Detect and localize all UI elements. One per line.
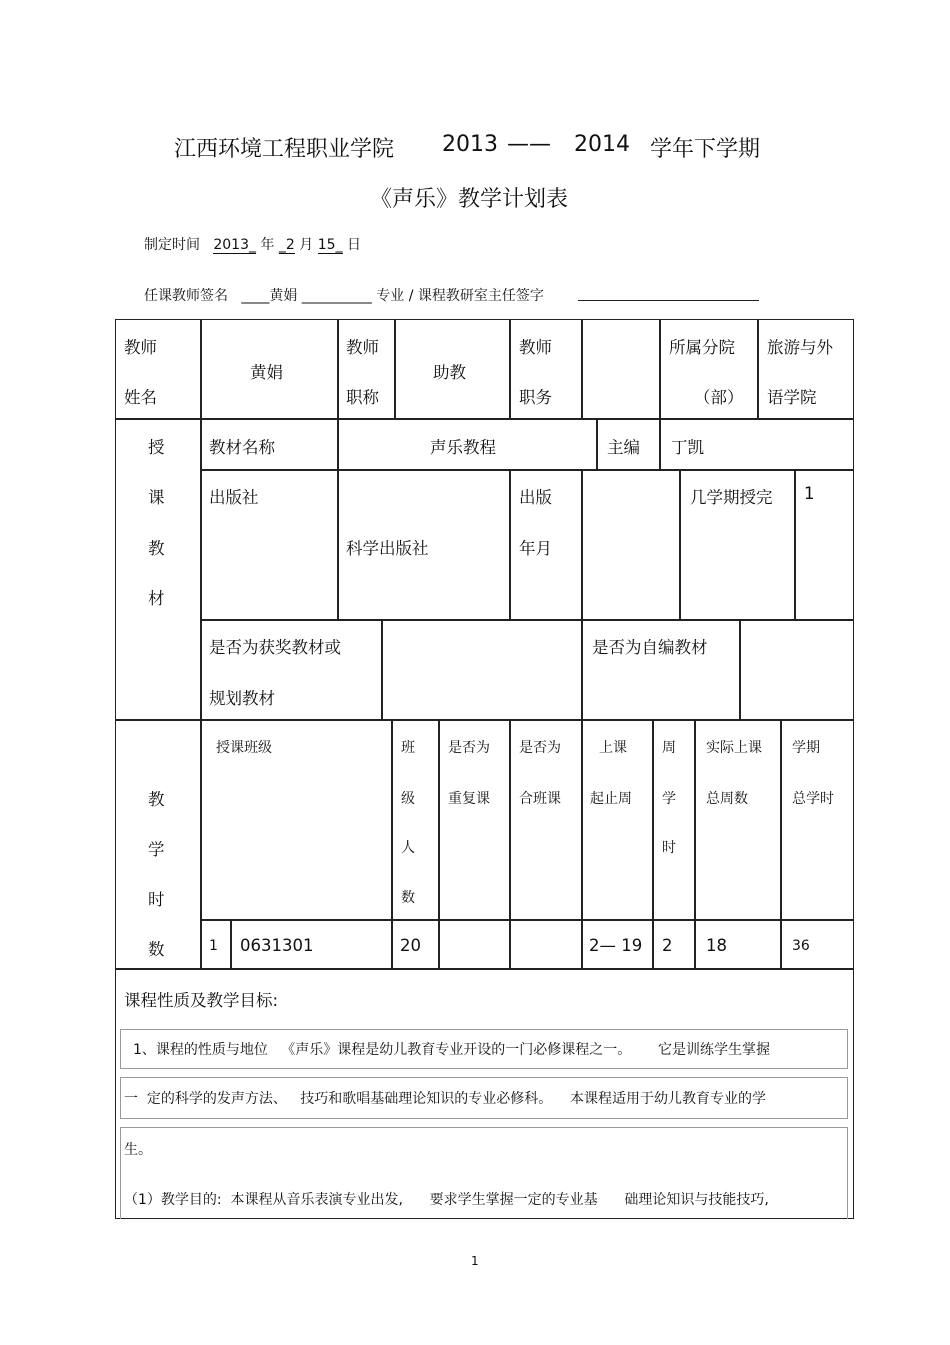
date-day-unit: 日 — [347, 237, 362, 253]
pub-date-label: 年月 — [519, 539, 552, 558]
col-divider — [581, 469, 583, 620]
total-hours: 36 — [792, 938, 810, 954]
weekly-header: 时 — [662, 840, 676, 856]
col-divider — [337, 469, 339, 620]
goals-line: 生。 — [124, 1142, 152, 1158]
col-divider — [652, 719, 654, 969]
count-header: 人 — [401, 840, 415, 856]
weekly-header: 学 — [662, 791, 676, 807]
total-hours-header: 总学时 — [792, 791, 834, 807]
row-divider — [115, 968, 854, 970]
col-divider — [659, 418, 661, 470]
col-divider — [694, 719, 696, 969]
row-divider — [200, 619, 854, 621]
college-name: 旅游与外 — [767, 338, 833, 357]
award-label: 是否为获奖教材或 — [209, 638, 341, 657]
row-index: 1 — [209, 938, 218, 954]
count-header: 班 — [401, 740, 415, 756]
pub-date-label: 出版 — [519, 488, 552, 507]
col-divider — [757, 319, 759, 419]
goals-heading: 课程性质及教学目标: — [124, 991, 279, 1010]
weeks-header: 上课 — [599, 740, 627, 756]
col-divider — [679, 469, 681, 620]
row-divider — [115, 719, 854, 721]
hours-section-label: 时 — [148, 890, 165, 909]
col-divider — [780, 719, 782, 969]
col-divider — [337, 319, 339, 419]
semesters-value: 1 — [804, 484, 815, 503]
col-divider — [394, 319, 396, 419]
publisher-label: 出版社 — [209, 488, 259, 507]
row-divider — [200, 919, 854, 921]
publisher-name: 科学出版社 — [346, 539, 429, 558]
teacher-sign-label: 任课教师签名 — [144, 288, 228, 304]
repeat-header: 是否为 — [448, 740, 490, 756]
teacher-name-label: 教师 — [124, 338, 157, 357]
date-month-unit: 月 — [299, 237, 314, 253]
date-label: 制定时间 — [144, 237, 200, 253]
institution-name: 江西环境工程职业学院 — [174, 137, 395, 162]
col-divider — [200, 319, 202, 969]
col-divider — [596, 418, 598, 470]
col-divider — [438, 719, 440, 969]
col-divider — [794, 469, 796, 620]
textbook-section-label: 材 — [148, 589, 165, 608]
self-edited-label: 是否为自编教材 — [592, 638, 708, 657]
weeks-header: 起止周 — [590, 791, 632, 807]
count-header: 数 — [401, 890, 415, 906]
merged-header: 是否为 — [519, 740, 561, 756]
year-end: 2014 — [574, 132, 630, 157]
col-divider — [230, 919, 232, 969]
col-divider — [739, 619, 741, 720]
textbook-section-label: 教 — [148, 539, 165, 558]
col-divider — [509, 719, 511, 969]
goals-line: （1）教学目的: 本课程从音乐表演专业出发, 要求学生掌握一定的专业基 础理论知识与技能技巧, — [124, 1192, 769, 1208]
row-divider — [115, 418, 854, 420]
goals-line: 1、课程的性质与地位 《声乐》课程是幼儿教育专业开设的一门必修课程之一。 它是训练学生掌握 — [133, 1042, 770, 1058]
award-label: 规划教材 — [209, 689, 275, 708]
col-divider — [381, 619, 383, 720]
actual-weeks-header: 总周数 — [706, 791, 748, 807]
page-title: 《声乐》教学计划表 — [370, 187, 569, 212]
teacher-duty-label: 职务 — [519, 388, 552, 407]
hours-section-label: 数 — [148, 940, 165, 959]
date-year: 2013_ — [213, 237, 256, 253]
actual-weeks: 18 — [706, 936, 727, 955]
weeks-range: 2— 19 — [589, 936, 643, 955]
college-label: （部） — [694, 388, 744, 407]
col-divider — [581, 719, 583, 969]
editor-name: 丁凯 — [671, 438, 704, 457]
weekly-header: 周 — [662, 740, 676, 756]
date-year-unit: 年 — [260, 237, 275, 253]
teacher-sign-value: ____黄娟 __________ — [241, 288, 372, 304]
textbook-section-label: 课 — [148, 488, 165, 507]
teacher-name-label: 姓名 — [124, 388, 157, 407]
col-divider — [509, 469, 511, 620]
page-number: 1 — [471, 1254, 479, 1268]
teacher-name: 黄娟 — [250, 363, 283, 382]
signature-line — [144, 285, 544, 305]
year-start: 2013 — [442, 132, 498, 157]
col-divider — [581, 619, 583, 720]
term-label: 学年下学期 — [650, 137, 761, 162]
teacher-title-label: 教师 — [346, 338, 379, 357]
director-sign-label: 专业 / 课程教研室主任签字 — [376, 288, 544, 304]
year-dash: —— — [507, 132, 551, 157]
date-day: 15_ — [317, 237, 343, 253]
hours-section-label: 教 — [148, 790, 165, 809]
teacher-duty-label: 教师 — [519, 338, 552, 357]
college-name: 语学院 — [767, 388, 817, 407]
weekly-hours: 2 — [662, 936, 673, 955]
merged-header: 合班课 — [519, 791, 561, 807]
col-divider — [509, 319, 511, 419]
date-month: _2 — [278, 237, 295, 253]
director-sign-blank — [578, 300, 759, 301]
textbook-name: 声乐教程 — [430, 438, 496, 457]
col-divider — [391, 719, 393, 969]
class-header: 授课班级 — [216, 740, 272, 756]
col-divider — [659, 319, 661, 419]
textbook-name-label: 教材名称 — [209, 438, 275, 457]
class-count: 20 — [400, 936, 421, 955]
teacher-title-label: 职称 — [346, 388, 379, 407]
actual-weeks-header: 实际上课 — [706, 740, 762, 756]
row-divider — [200, 469, 854, 471]
class-code: 0631301 — [240, 936, 314, 955]
teacher-title: 助教 — [433, 363, 466, 382]
col-divider — [337, 418, 339, 470]
semesters-label: 几学期授完 — [690, 488, 773, 507]
college-label: 所属分院 — [669, 338, 735, 357]
textbook-section-label: 授 — [148, 438, 165, 457]
hours-section-label: 学 — [148, 840, 165, 859]
goals-line: 一 定的科学的发声方法、 技巧和歌唱基础理论知识的专业必修科。 本课程适用于幼儿教育专业的学 — [124, 1091, 767, 1107]
editor-label: 主编 — [607, 438, 640, 457]
count-header: 级 — [401, 791, 415, 807]
repeat-header: 重复课 — [448, 791, 490, 807]
col-divider — [581, 319, 583, 419]
total-hours-header: 学期 — [792, 740, 820, 756]
date-line — [144, 234, 361, 254]
